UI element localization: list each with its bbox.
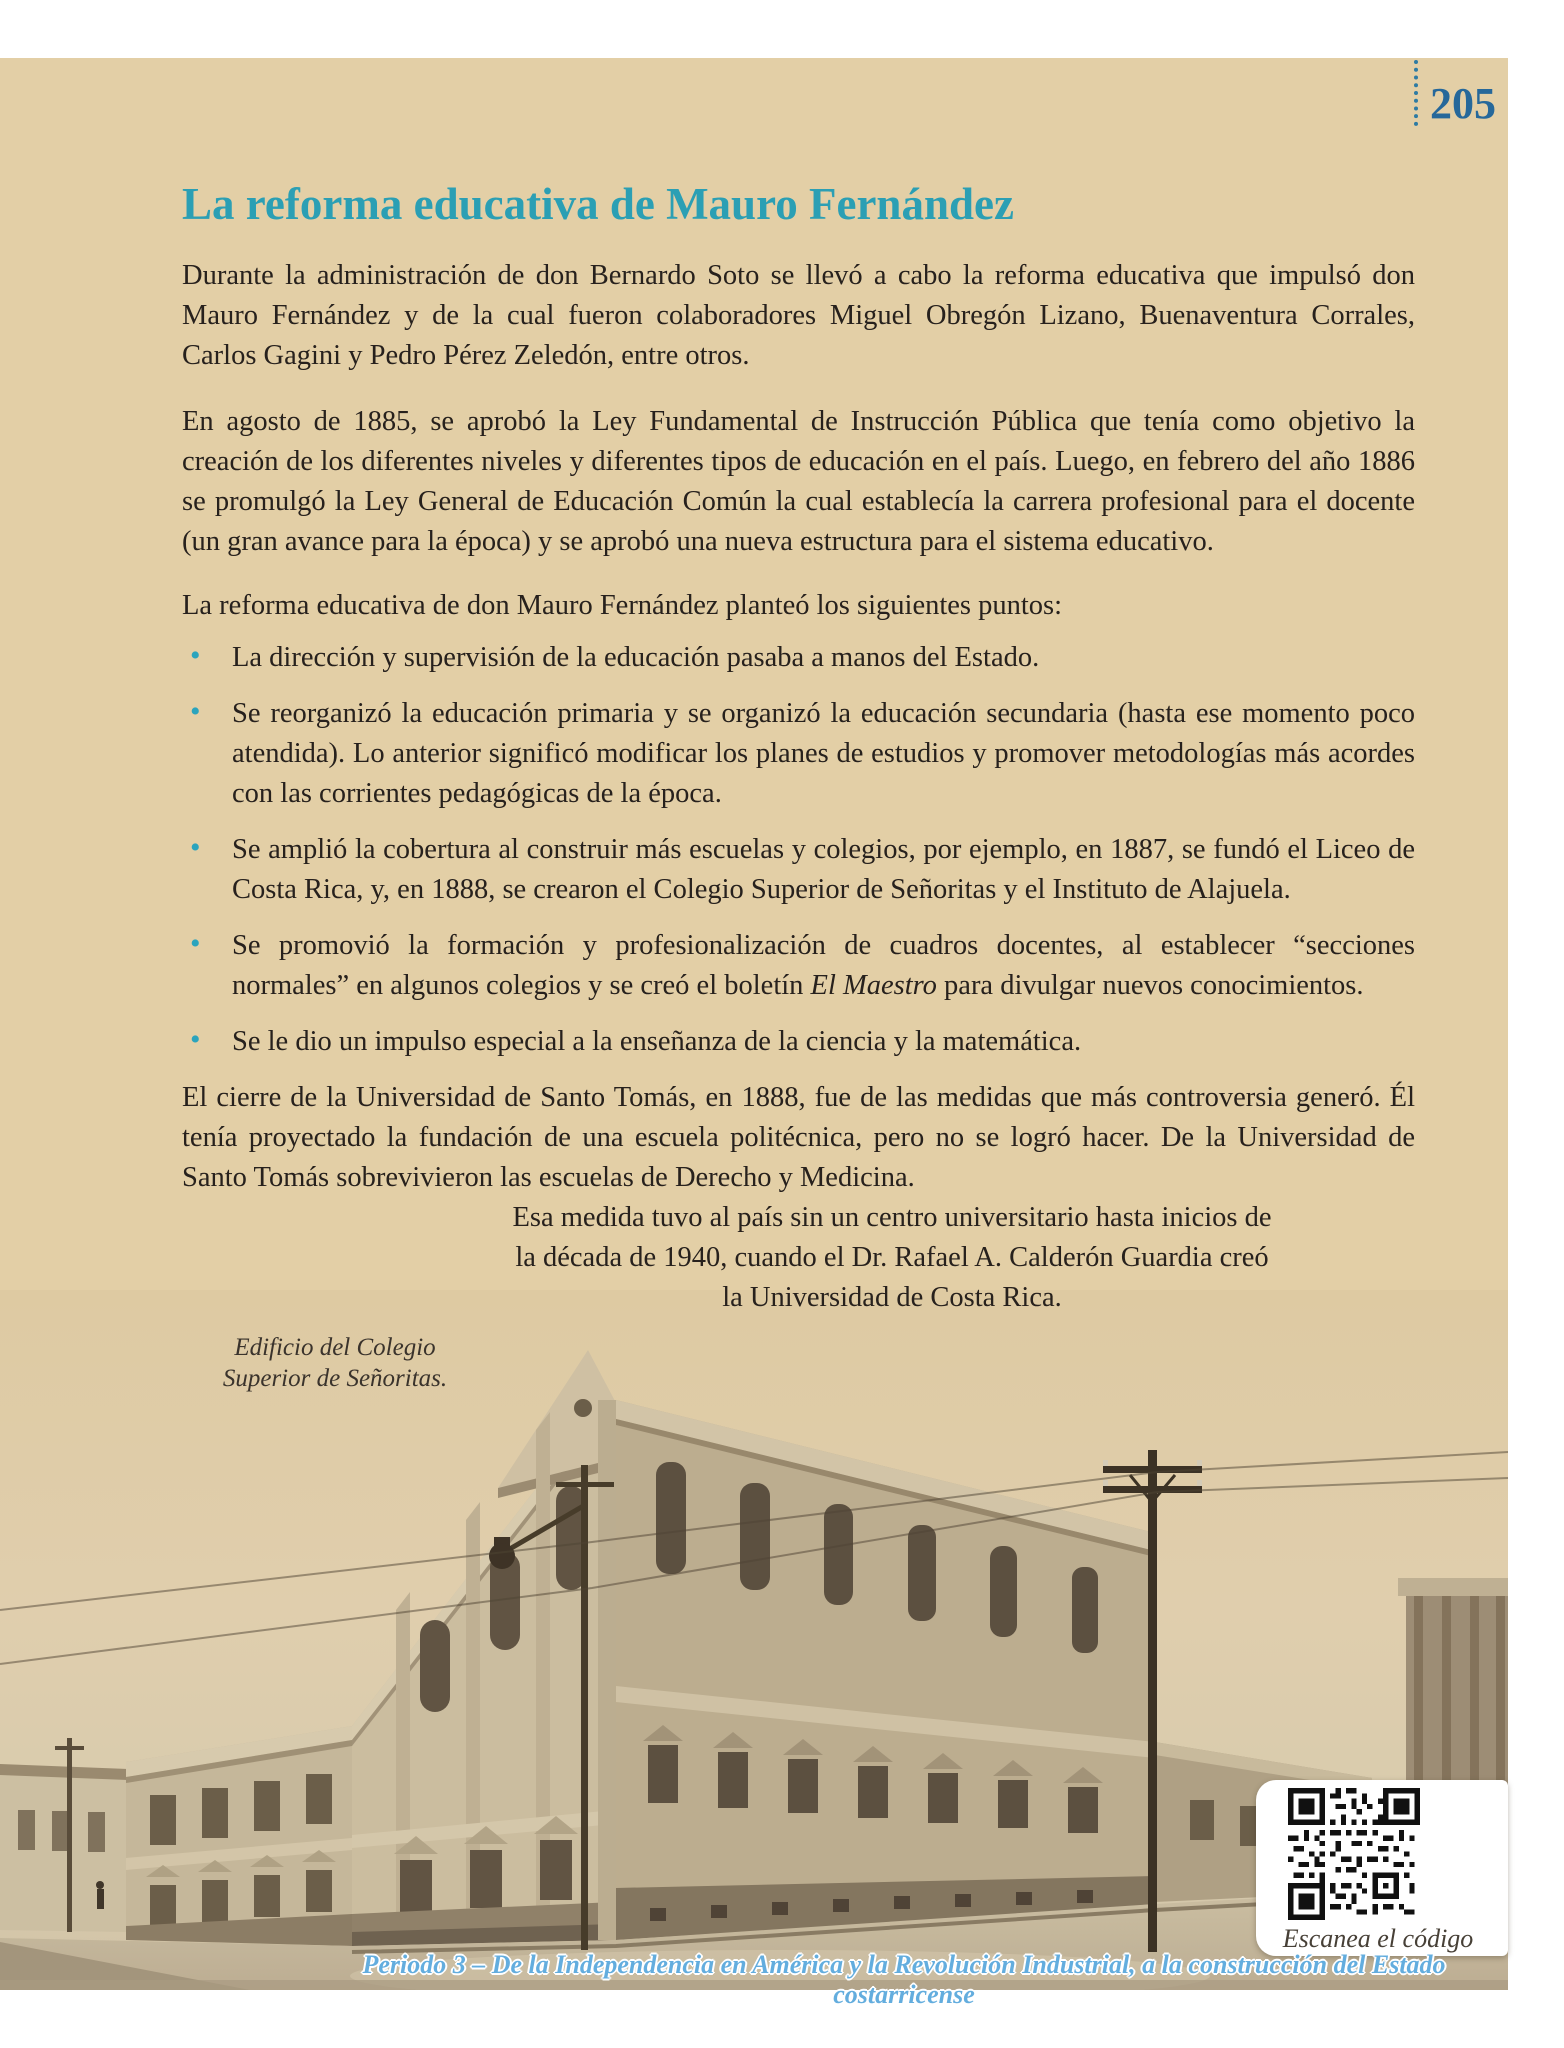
list-item	[182, 926, 1415, 1006]
list-item-text: para divulgar nuevos conocimientos.	[936, 970, 1364, 1001]
bullet-list	[182, 638, 1415, 1062]
boletin-title-italic: El Maestro	[810, 970, 937, 1001]
photo-caption-line-1: Edificio del Colegio	[234, 1334, 436, 1361]
qr-label: Escanea el código	[1282, 1924, 1474, 1953]
list-intro: La reforma educativa de don Mauro Fernández planteó los siguientes puntos:	[182, 590, 1063, 621]
list-item-text: Se amplió la cobertura al construir más escuelas y colegios, por ejemplo, en 1887, se fundó el Liceo de Costa Rica, y, en 1888, se crearon el Colegio Superior de Señoritas y el Instituto de Alajuela.	[232, 834, 1415, 905]
list-item	[182, 830, 1415, 910]
bullet-dot-icon: •	[190, 927, 201, 960]
photo-caption	[205, 1332, 465, 1394]
main-text-column	[182, 178, 1415, 1318]
qr-panel	[1256, 1780, 1508, 1956]
closing-paragraph: El cierre de la Universidad de Santo Tomás, en 1888, fue de las medidas que más controversia generó. Él tenía proyectado la fundación de una escuela politécnica, pero no se logró hacer. De la Universidad de Santo Tomás sobrevivieron las escuelas de Derecho y Medicina.	[182, 1082, 1415, 1193]
bullet-dot-icon: •	[190, 695, 201, 728]
paragraph-2: En agosto de 1885, se aprobó la Ley Fundamental de Instrucción Pública que tenía como objetivo la creación de los diferentes niveles y diferentes tipos de educación en el país. Luego, en febrero del año 1886 se promulgó la Ley General de Educación Común la cual establecía la carrera profesional para el docente (un gran avance para la época) y se aprobó una nueva estructura para el sistema educativo.	[182, 406, 1415, 557]
page-number-dotted-rule	[1414, 60, 1418, 126]
list-item-text: Se promovió la formación y profesionalización de cuadros docentes, al establecer “secciones normales” en algunos colegios y se creó el boletín	[232, 930, 1415, 1001]
photo-caption-line-2: Superior de Señoritas.	[222, 1365, 448, 1392]
page-number: 205	[1430, 79, 1496, 128]
paragraph-1: Durante la administración de don Bernardo Soto se llevó a cabo la reforma educativa que impulsó don Mauro Fernández y de la cual fueron colaboradores Miguel Obregón Lizano, Buenaventura Corrales, Carlos Gagini y Pedro Pérez Zeledón, entre otros.	[182, 260, 1415, 371]
qr-code-icon	[1288, 1788, 1420, 1920]
list-item-text: Se le dio un impulso especial a la enseñanza de la ciencia y la matemática.	[232, 1026, 1082, 1057]
bullet-dot-icon: •	[190, 1023, 201, 1056]
closing-paragraph-wrapped: Esa medida tuvo al país sin un centro universitario hasta inicios de la década de 1940, cuando el Dr. Rafael A. Calderón Guardia creó la Universidad de Costa Rica.	[512, 1202, 1272, 1313]
list-item-text: Se reorganizó la educación primaria y se organizó la educación secundaria (hasta ese momento poco atendida). Lo anterior significó modificar los planes de estudios y promover metodologías más acordes con las corrientes pedagógicas de la época.	[232, 698, 1415, 809]
list-item	[182, 694, 1415, 814]
bullet-dot-icon: •	[190, 831, 201, 864]
list-item	[182, 638, 1415, 678]
page-title: La reforma educativa de Mauro Fernández	[182, 179, 1014, 229]
footer-period-title: Periodo 3 – De la Independencia en América y la Revolución Industrial, a la construcción del Estado costarricense	[362, 1950, 1446, 2009]
list-item-text: La dirección y supervisión de la educación pasaba a manos del Estado.	[232, 642, 1040, 673]
bullet-dot-icon: •	[190, 639, 201, 672]
list-item	[182, 1022, 1415, 1062]
